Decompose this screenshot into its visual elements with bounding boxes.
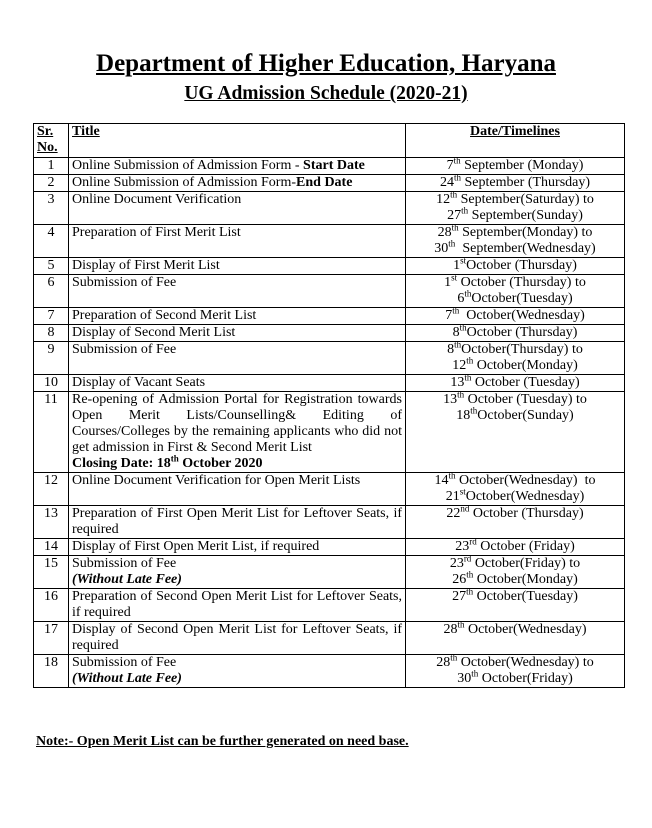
sr-no-cell: 14 bbox=[34, 539, 69, 556]
date-cell bbox=[406, 372, 625, 392]
title-cell bbox=[69, 308, 406, 325]
table-row bbox=[34, 308, 625, 325]
date-line: 27th September(Sunday) bbox=[447, 205, 583, 223]
date-cell bbox=[406, 272, 625, 308]
date-line: 1stOctober (Thursday) bbox=[453, 255, 577, 273]
title-text: Online Submission of Admission Form - bbox=[72, 158, 304, 173]
title-text: Online Submission of Admission Form- bbox=[72, 175, 297, 190]
title-text: Online Document Verification for Open Merit Lists bbox=[72, 473, 361, 488]
title-cell bbox=[69, 622, 406, 655]
date-line: 23rd October(Friday) to bbox=[449, 553, 581, 571]
sr-no-cell: 3 bbox=[34, 192, 69, 225]
column-header-sr-no: Sr. No. bbox=[34, 124, 69, 158]
date-line: 7th September (Monday) bbox=[446, 155, 584, 173]
date-line: 6thOctober(Tuesday) bbox=[457, 288, 573, 306]
date-line: 14th October(Wednesday) to bbox=[434, 470, 596, 488]
date-line: 23rd October (Friday) bbox=[455, 536, 575, 554]
sr-no-cell: 7 bbox=[34, 308, 69, 325]
date-cell bbox=[406, 305, 625, 325]
date-cell bbox=[406, 322, 625, 342]
late-fee-note: (Without Late Fee) bbox=[72, 671, 182, 686]
date-cell bbox=[406, 222, 625, 258]
title-cell bbox=[69, 473, 406, 506]
title-cell bbox=[69, 158, 406, 175]
title-cell bbox=[69, 342, 406, 375]
table-header-row bbox=[34, 124, 625, 158]
date-cell bbox=[406, 255, 625, 275]
date-line: 18thOctober(Sunday) bbox=[456, 405, 574, 423]
title-text: Display of Second Merit List bbox=[72, 325, 236, 340]
sr-no-cell: 6 bbox=[34, 275, 69, 308]
date-line: 8thOctober(Thursday) to bbox=[447, 339, 583, 357]
table-row bbox=[34, 258, 625, 275]
table-row bbox=[34, 158, 625, 175]
date-cell bbox=[406, 339, 625, 375]
table-row bbox=[34, 192, 625, 225]
title-cell bbox=[69, 375, 406, 392]
table-row bbox=[34, 375, 625, 392]
title-cell bbox=[69, 325, 406, 342]
title-text: Preparation of Second Merit List bbox=[72, 308, 257, 323]
title-cell bbox=[69, 192, 406, 225]
date-cell bbox=[406, 553, 625, 589]
sr-no-cell: 2 bbox=[34, 175, 69, 192]
date-cell bbox=[406, 536, 625, 556]
admission-schedule-table bbox=[33, 123, 625, 688]
sr-no-cell: 10 bbox=[34, 375, 69, 392]
late-fee-note: (Without Late Fee) bbox=[72, 572, 182, 587]
date-line: 28th September(Monday) to bbox=[437, 222, 593, 240]
table-row bbox=[34, 655, 625, 688]
table-body bbox=[34, 155, 625, 688]
table-row bbox=[34, 175, 625, 192]
table-row bbox=[34, 392, 625, 473]
title-text: Preparation of Second Open Merit List for Leftover Seats, if required bbox=[72, 589, 402, 620]
title-cell bbox=[69, 275, 406, 308]
title-text: Preparation of First Open Merit List for Leftover Seats, if required bbox=[72, 506, 402, 537]
table-row bbox=[34, 342, 625, 375]
date-line: 22nd October (Thursday) bbox=[446, 503, 584, 521]
sr-no-cell: 1 bbox=[34, 158, 69, 175]
date-line: 8thOctober (Thursday) bbox=[452, 322, 578, 340]
table-row bbox=[34, 589, 625, 622]
sr-no-cell: 15 bbox=[34, 556, 69, 589]
title-cell bbox=[69, 589, 406, 622]
title-text: Preparation of First Merit List bbox=[72, 225, 241, 240]
column-header-title: Title bbox=[69, 124, 406, 158]
page-subtitle: UG Admission Schedule (2020-21) bbox=[184, 83, 468, 104]
title-text: Online Document Verification bbox=[72, 192, 242, 207]
page-title: Department of Higher Education, Haryana bbox=[96, 50, 556, 77]
date-line: 21stOctober(Wednesday) bbox=[445, 486, 585, 504]
table-row bbox=[34, 473, 625, 506]
title-cell bbox=[69, 175, 406, 192]
title-text: Display of Vacant Seats bbox=[72, 375, 206, 390]
title-cell bbox=[69, 556, 406, 589]
table-row bbox=[34, 275, 625, 308]
date-line: 12th October(Monday) bbox=[452, 355, 578, 373]
title-cell bbox=[69, 655, 406, 688]
title-emphasis: End Date bbox=[296, 175, 353, 190]
sr-no-cell: 16 bbox=[34, 589, 69, 622]
date-cell bbox=[406, 155, 625, 175]
sr-no-cell: 5 bbox=[34, 258, 69, 275]
date-line: 30th September(Wednesday) bbox=[434, 238, 596, 256]
date-cell bbox=[406, 172, 625, 192]
date-line: 27th October(Tuesday) bbox=[452, 586, 578, 604]
date-cell bbox=[406, 619, 625, 655]
date-line: 13th October (Tuesday) to bbox=[443, 389, 587, 407]
date-line: 24th September (Thursday) bbox=[439, 172, 591, 190]
table-row bbox=[34, 622, 625, 655]
table-row bbox=[34, 325, 625, 342]
date-line: 26th October(Monday) bbox=[452, 569, 578, 587]
date-cell bbox=[406, 189, 625, 225]
title-cell bbox=[69, 258, 406, 275]
date-cell bbox=[406, 470, 625, 506]
date-cell bbox=[406, 389, 625, 473]
title-cell bbox=[69, 392, 406, 473]
sr-no-cell: 4 bbox=[34, 225, 69, 258]
table-row bbox=[34, 539, 625, 556]
date-line: 28th October(Wednesday) bbox=[443, 619, 587, 637]
title-text: Display of Second Open Merit List for Leftover Seats, if required bbox=[72, 622, 402, 653]
date-line: 13th October (Tuesday) bbox=[450, 372, 580, 390]
date-line: 7th October(Wednesday) bbox=[445, 305, 585, 323]
sr-no-cell: 13 bbox=[34, 506, 69, 539]
column-header-date: Date/Timelines bbox=[406, 124, 625, 158]
date-cell bbox=[406, 586, 625, 622]
date-line: 30th October(Friday) bbox=[457, 668, 573, 686]
sr-no-cell: 8 bbox=[34, 325, 69, 342]
sr-no-cell: 11 bbox=[34, 392, 69, 473]
sr-no-cell: 18 bbox=[34, 655, 69, 688]
date-line: 12th September(Saturday) to bbox=[436, 189, 594, 207]
table-row bbox=[34, 225, 625, 258]
title-text: Submission of Fee bbox=[72, 275, 177, 290]
title-emphasis: Start Date bbox=[303, 158, 365, 173]
date-line: 28th October(Wednesday) to bbox=[436, 652, 594, 670]
title-text: Submission of Fee bbox=[72, 556, 177, 571]
sr-no-cell: 17 bbox=[34, 622, 69, 655]
title-cell bbox=[69, 539, 406, 556]
table-row bbox=[34, 506, 625, 539]
title-cell bbox=[69, 225, 406, 258]
title-text: Display of First Merit List bbox=[72, 258, 220, 273]
footer-note: Note:- Open Merit List can be further generated on need base. bbox=[36, 734, 409, 749]
table-row bbox=[34, 556, 625, 589]
date-cell bbox=[406, 503, 625, 539]
title-text: Re-opening of Admission Portal for Registration towards Open Merit Lists/Counselling& Editing of Courses/Colleges by the remaining applicants who did not get admission in First & Second Merit List bbox=[72, 392, 402, 455]
date-line: 1st October (Thursday) to bbox=[444, 272, 586, 290]
sr-no-cell: 9 bbox=[34, 342, 69, 375]
sr-no-cell: 12 bbox=[34, 473, 69, 506]
title-cell bbox=[69, 506, 406, 539]
title-text: Submission of Fee bbox=[72, 342, 177, 357]
title-text: Display of First Open Merit List, if required bbox=[72, 539, 320, 554]
closing-date: Closing Date: 18th October 2020 bbox=[72, 453, 263, 471]
title-text: Submission of Fee bbox=[72, 655, 177, 670]
date-cell bbox=[406, 652, 625, 688]
